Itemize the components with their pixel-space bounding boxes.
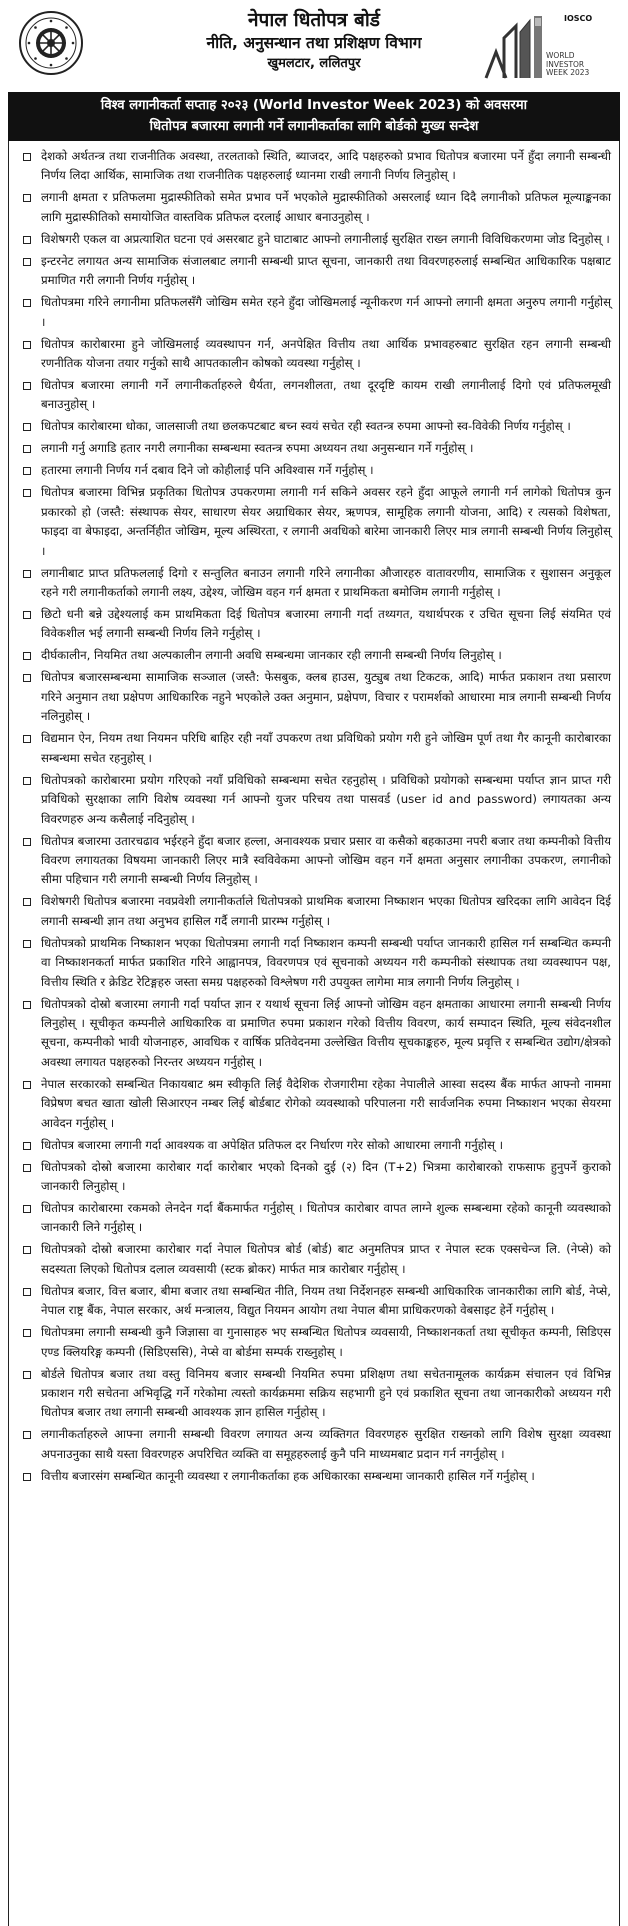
list-item: [17, 1240, 611, 1279]
message-text: धितोपत्र कारोबारमा हुने जोखिमलाई व्यवस्थापन गर्न, अनपेक्षित वित्तीय तथा आर्थिक प्रभावहरुबाट सुरक्षित रहन लगानी सम्बन्धी रणनीतिक योजना तयार गर्नुको साथै आपतकालीन कोषको व्यवस्था गर्नुहोस् ।: [41, 336, 611, 371]
message-text: धितोपत्र बजारमा लगानी गर्दा आवश्यक वा अपेक्षित प्रतिफल दर निर्धारण गरेर सोको आधारमा लगानी गर्नुहोस् ।: [41, 1137, 503, 1152]
list-item: [17, 832, 611, 890]
message-text: देशको अर्थतन्त्र तथा राजनीतिक अवस्था, तरलताको स्थिति, ब्याजदर, आदि पक्षहरुको प्रभाव धितोपत्र बजारमा पर्ने हुँदा लगानी सम्बन्धी निर्णय लिदा आर्थिक, सामाजिक तथा राजनीतिक पक्षहरुलाई ध्यानमा राखी लगानी निर्णय लिनुहोस् ।: [41, 149, 611, 183]
list-item: [17, 995, 611, 1073]
square-bullet-icon: [23, 153, 31, 161]
campaign-line-3: WEEK 2023: [546, 68, 590, 77]
square-bullet-icon: [23, 1205, 31, 1213]
message-text: लगानीकर्ताहरुले आफ्ना लगानी सम्बन्धी विवरण लगायत अन्य व्यक्तिगत विवरणहरु सुरक्षित राख्नको लागि विशेष सुरक्षा व्यवस्था अपनाउनुका साथै यस्ता विवरणहरु अपरिचित व्यक्ति वा समूहहरुलाई कुनै पनि माध्यमबाट प्रदान गर्न नगर्नुहोस् ।: [41, 1427, 611, 1461]
message-text: धितोपत्रमा लगानी सम्बन्धी कुनै जिज्ञासा वा गुनासाहरु भए सम्बन्धित धितोपत्र व्यवसायी, निष्काशनकर्ता तथा सूचीकृत कम्पनी, सिडिएस एण्ड क्लियरिङ्ग कम्पनी (सिडिएससि), नेप्से वा बोर्डमा सम्पर्क राख्नुहोस् ।: [41, 1325, 611, 1359]
message-text: विशेषगरी एकल वा अप्रत्याशित घटना एवं असरबाट हुने घाटाबाट आफ्नो लगानीलाई सुरक्षित राख्न लगानी विविधिकरणमा जोड दिनुहोस् ।: [41, 231, 610, 246]
square-bullet-icon: [23, 611, 31, 619]
message-text: लगानीबाट प्राप्त प्रतिफललाई दिगो र सन्तुलित बनाउन लगानी गरिने लगानीका औजारहरु वातावरणीय, सामाजिक र सुशासन अनुकूल रहने गरी लगानीकर्ताको लगानी लक्ष्य, उद्देश्य, जोखिम वहन गर्न क्षमता र प्राथमिकता बमोजिम लगानी गर्नुहोस् ।: [41, 565, 611, 600]
message-text: छिटो धनी बन्ने उद्देश्यलाई कम प्राथमिकता दिई धितोपत्र बजारमा लगानी गर्दा तथ्यगत, यथार्थपरक र उचित सूचना लिई संयमित एवं विवेकशील भई लगानी सम्बन्धी निर्णय लिने गर्नुहोस् ।: [41, 607, 611, 641]
list-item: [17, 147, 611, 186]
iosco-label: IOSCO: [564, 14, 593, 23]
square-bullet-icon: [23, 1142, 31, 1150]
org-name: नेपाल धितोपत्र बोर्ड: [248, 9, 380, 31]
list-item: [17, 376, 611, 415]
list-item: [17, 1075, 611, 1133]
list-item: [17, 417, 611, 436]
list-item: [17, 934, 611, 992]
message-text: दीर्घकालीन, नियमित तथा अल्पकालीन लगानी अवधि सम्बन्धमा जानकार रही लगानी सम्बन्धी निर्णय लिनुहोस् ।: [41, 648, 502, 663]
square-bullet-icon: [23, 838, 31, 846]
square-bullet-icon: [23, 423, 31, 431]
message-text: धितोपत्र बजारमा लगानी गर्ने लगानीकर्ताहरुले धैर्यता, लगनशीलता, तथा दूरदृष्टि कायम राखी लगानीलाई दिगो एवं प्रतिफलमूखी बनाउनुहोस् ।: [41, 378, 611, 412]
message-text: धितोपत्र कारोबारमा धोका, जालसाजी तथा छलकपटबाट बच्न स्वयं सचेत रही स्वतन्त्र रुपमा आफ्नो स्व-विवेकी निर्णय गर्नुहोस् ।: [41, 419, 571, 434]
list-item: [17, 1199, 611, 1238]
square-bullet-icon: [23, 674, 31, 682]
message-text: धितोपत्र कारोबारमा रकमको लेनदेन गर्दा बैंकमार्फत गर्नुहोस् । धितोपत्र कारोबार वापत लाग्ने शुल्क सम्बन्धमा रहेको कानूनी व्यवस्थाको जानकारी लिने गर्नुहोस् ।: [41, 1200, 611, 1235]
message-text: धितोपत्रको दोस्रो बजारमा कारोबार गर्दा नेपाल धितोपत्र बोर्ड (बोर्ड) बाट अनुमतिपत्र प्राप्त र नेपाल स्टक एक्सचेन्ज लि. (नेप्से) को सदस्यता लिएको धितोपत्र दलाल व्यवसायी (स्टक ब्रोकर) मार्फत मात्र कारोबार गर्नुहोस् ।: [41, 1242, 611, 1276]
message-text: हतारमा लगानी निर्णय गर्न दबाव दिने जो कोहीलाई पनि अविश्वास गर्ने गर्नुहोस् ।: [41, 463, 374, 478]
list-item: [17, 729, 611, 768]
square-bullet-icon: [23, 445, 31, 453]
square-bullet-icon: [23, 1081, 31, 1089]
message-text: धितोपत्र बजारसम्बन्धमा सामाजिक सञ्जाल (जस्तै: फेसबुक, क्लब हाउस, युट्युब तथा टिकटक, आदि) मार्फत प्रकाशन तथा प्रसारण गरिने अनुमान तथा प्रक्षेपण आधिकारिक नहुने भएकोले उक्त अनुमान, प्रक्षेपण, विचार र परामर्शको आधारमा मात्र लगानी सम्बन्धी निर्णय नलिनुहोस् ।: [41, 670, 611, 724]
square-bullet-icon: [23, 1431, 31, 1439]
list-item: [17, 1425, 611, 1464]
square-bullet-icon: [23, 652, 31, 660]
message-text: विद्यमान ऐन, नियम तथा नियमन परिधि बाहिर रही नयाँ उपकरण तथा प्रविधिको प्रयोग गरी हुने जोखिम पूर्ण तथा गैर कानूनी कारोबारका सम्बन्धमा सचेत रहनुहोस् ।: [41, 731, 611, 765]
message-text: नेपाल सरकारको सम्बन्धित निकायबाट श्रम स्वीकृति लिई वैदेशिक रोजगारीमा रहेका नेपालीले आस्वा सदस्य बैंक मार्फत आफ्नो नाममा विप्रेषण बचत खाता खोली सिआरएन नम्बर लिई बोर्डबाट रोगेको व्यवस्थाको परिपालना गरी सार्वजनिक रुपमा निष्काशन भएका सेयरमा आवेदन गर्नुहोस् ।: [41, 1076, 611, 1130]
list-item: [17, 1467, 611, 1486]
square-bullet-icon: [23, 1371, 31, 1379]
square-bullet-icon: [23, 382, 31, 390]
department-name: नीति, अनुसन्धान तथा प्रशिक्षण विभाग: [206, 34, 422, 52]
list-item: [17, 1323, 611, 1362]
list-item: [17, 439, 611, 458]
square-bullet-icon: [23, 735, 31, 743]
title-line-1: विश्व लगानीकर्ता सप्ताह २०२३ (World Investor Week 2023) को अवसरमा: [100, 98, 528, 113]
campaign-logo-text: [546, 52, 589, 78]
list-item: [17, 668, 611, 726]
square-bullet-icon: [23, 258, 31, 266]
message-text: धितोपत्रमा गरिने लगानीमा प्रतिफलसँगै जोखिम समेत रहने हुँदा जोखिमलाई न्यूनीकरण गर्न आफ्नो लगानी क्षमता अनुरुप लगानी गर्नुहोस् ।: [41, 295, 611, 329]
list-item: [17, 646, 611, 665]
list-item: [17, 1158, 611, 1197]
list-item: [17, 293, 611, 332]
campaign-line-1: WORLD: [546, 51, 575, 60]
message-text: धितोपत्रको कारोबारमा प्रयोग गरिएको नयाँ प्रविधिको सम्बन्धमा सचेत रहनुहोस् । प्रविधिको प्रयोगको सम्बन्धमा पर्याप्त ज्ञान प्राप्त गरी प्रविधिको सुरक्षाका लागि विशेष व्यवस्था गर्न आफ्नो युजर परिचय तथा पासवर्ड (user id and password) लगायतका अन्य विवरणहरु अन्य कसैलाई नदिनुहोस् ।: [41, 772, 611, 826]
list-item: [17, 335, 611, 374]
list-item: [17, 892, 611, 931]
square-bullet-icon: [23, 489, 31, 497]
list-item: [17, 605, 611, 644]
message-text: धितोपत्र बजार, वित्त बजार, बीमा बजार तथा सम्बन्धित नीति, नियम तथा निर्देशनहरु सम्बन्धी आधिकारिक जानकारीका लागि बोर्ड, नेप्से, नेपाल राष्ट्र बैंक, नेपाल सरकार, अर्थ मन्त्रालय, विद्युत नियमन आयोग तथा नेपाल बीमा प्राधिकरणको वेबसाइट हेर्ने गर्नुहोस् ।: [41, 1283, 611, 1318]
message-text: धितोपत्र बजारमा विभिन्न प्रकृतिका धितोपत्र उपकरणमा लगानी गर्न सकिने अवसर रहने हुँदा आफूले लगानी गर्न लागेको धितोपत्र कुन प्रकारको हो (जस्तै: संस्थापक सेयर, साधारण सेयर अग्राधिकार सेयर, ऋणपत्र, सामूहिक लगानी योजना, आदि) र त्यसको विशेषता, फाइदा वा बेफाइदा, अन्तर्निहीत जोखिम, मूल्य अस्थिरता, र लगानी अवधिको बारेमा जानकारी लिएर मात्र लगानी सम्बन्धी निर्णय लिनुहोस् ।: [41, 485, 611, 558]
message-text: धितोपत्रको प्राथमिक निष्काशन भएका धितोपत्रमा लगानी गर्दा निष्काशन कम्पनी सम्बन्धी पर्याप्त जानकारी हासिल गर्न सम्बन्धित कम्पनी वा निष्काशनकर्ता मार्फत प्रकाशित गरिने आह्वानपत्र, विवरणपत्र एवं सूचनाको अध्ययन गरी कम्पनीको संस्थापक तथा व्यवस्थापन पक्ष, वित्तीय स्थिति र क्रेडिट रेटिङ्गहरु जस्ता समग्र पक्षहरुको विश्लेषण गरी उपयुक्त लागेमा मात्र लगानी निर्णय लिनुहोस् ।: [41, 935, 611, 989]
message-text: धितोपत्र बजारमा उतारचढाव भईरहने हुँदा बजार हल्ला, अनावश्यक प्रचार प्रसार वा कसैको बहकाउमा नपरी बजार तथा कम्पनीको वित्तीय विवरण लगायतका विषयमा जानकारी लिएर मात्रै स्वविवेकमा आफ्नो जोखिम वहन गर्ने क्षमता अनुसार लगानीका उपकरण, लगानीको सीमा पहिचान गरी लगानी सम्बन्धी निर्णय लिनुहोस् ।: [41, 833, 611, 887]
list-item: [17, 252, 611, 291]
message-text: विशेषगरी धितोपत्र बजारमा नवप्रवेशी लगानीकर्ताले धितोपत्रको प्राथमिक बजारमा निष्काशन भएका धितोपत्र खरिदका लागि आवेदन दिई लगानी सम्बन्धी ज्ञान तथा अनुभव हासिल गर्दै लगानी प्रारम्भ गर्नुहोस् ।: [41, 894, 611, 928]
square-bullet-icon: [23, 1001, 31, 1009]
list-item: [17, 188, 611, 227]
campaign-line-2: INVESTOR: [546, 59, 585, 69]
square-bullet-icon: [23, 299, 31, 307]
list-item: [17, 1136, 611, 1155]
square-bullet-icon: [23, 570, 31, 578]
message-text: वित्तीय बजारसंग सम्बन्धित कानूनी व्यवस्था र लगानीकर्ताका हक अधिकारका सम्बन्धमा जानकारी हासिल गर्ने गर्नुहोस् ।: [41, 1468, 535, 1483]
title-line-2: धितोपत्र बजारमा लगानी गर्ने लगानीकर्ताका लागि बोर्डको मुख्य सन्देश: [149, 119, 479, 134]
world-investor-week-logo-icon: [482, 8, 614, 84]
org-address: खुमलटार, ललितपुर: [267, 56, 361, 71]
square-bullet-icon: [23, 1164, 31, 1172]
list-item: [17, 483, 611, 561]
letterhead: [8, 6, 620, 90]
square-bullet-icon: [23, 467, 31, 475]
list-item: [17, 1365, 611, 1423]
list-item: [17, 1282, 611, 1321]
square-bullet-icon: [23, 898, 31, 906]
square-bullet-icon: [23, 341, 31, 349]
square-bullet-icon: [23, 1329, 31, 1337]
message-text: लगानी क्षमता र प्रतिफलमा मुद्रास्फीतिको समेत प्रभाव पर्ने भएकोले मुद्रास्फीतिको असरलाई ध्यान दिदै लगानीको प्रतिफल मूल्याङ्कनका लागि मुद्रास्फीतिको समायोजित वास्तविक प्रतिफल दरलाई आधार बनाउनुहोस् ।: [41, 190, 611, 224]
list-item: [17, 461, 611, 480]
notice-title-banner: [8, 92, 620, 141]
square-bullet-icon: [23, 1288, 31, 1296]
message-text: इन्टरनेट लगायत अन्य सामाजिक संजालबाट लगानी सम्बन्धी प्राप्त सूचना, जानकारी तथा विवरणहरुलाई सम्बन्धित आधिकारिक पक्षबाट प्रमाणित गरी लगानी निर्णय गर्नुहोस् ।: [41, 253, 611, 288]
message-body: [8, 141, 620, 1926]
message-text: बोर्डले धितोपत्र बजार तथा वस्तु विनिमय बजार सम्बन्धी नियमित रुपमा प्रशिक्षण तथा सचेतनामूलक कार्यक्रम संचालन एवं विभिन्न प्रकाशन गरी सचेतना अभिवृद्धि गर्ने गरेकोमा त्यस्तो कार्यक्रममा सक्रिय सहभागी हुने एवं प्रकाशित सूचना तथा जानकारीको अध्ययन गरी धितोपत्र बजार तथा लगानी सम्बन्धी आवश्यक ज्ञान हासिल गर्नुहोस् ।: [41, 1366, 611, 1420]
message-text: लगानी गर्नु अगाडि हतार नगरी लगानीका सम्बन्धमा स्वतन्त्र रुपमा अध्ययन तथा अनुसन्धान गर्ने गर्नुहोस् ।: [41, 441, 474, 456]
message-list: [17, 147, 611, 1486]
square-bullet-icon: [23, 194, 31, 202]
list-item: [17, 230, 611, 249]
square-bullet-icon: [23, 1473, 31, 1481]
square-bullet-icon: [23, 777, 31, 785]
square-bullet-icon: [23, 236, 31, 244]
list-item: [17, 771, 611, 829]
message-text: धितोपत्रको दोस्रो बजारमा कारोबार गर्दा कारोबार भएको दिनको दुई (२) दिन (T+2) भित्रमा कारोबारको राफसाफ हुनुपर्ने कुराको जानकारी लिनुहोस् ।: [41, 1159, 611, 1193]
list-item: [17, 564, 611, 603]
square-bullet-icon: [23, 1246, 31, 1254]
message-text: धितोपत्रको दोस्रो बजारमा लगानी गर्दा पर्याप्त ज्ञान र यथार्थ सूचना लिई आफ्नो जोखिम वहन क्षमताका आधारमा लगानी सम्बन्धी निर्णय लिनुहोस् । सूचीकृत कम्पनीले आधिकारिक वा प्रमाणित रुपमा प्रकाशन गरेको वित्तीय विवरण, कार्य सम्पादन स्थिति, मूल्य संवेदनशील सूचना, कम्पनीको भावी योजनाहरु, आवधिक र वार्षिक प्रतिवेदनमा उल्लेखित वित्तीय सूचकाङ्कहरु, मूल्य प्रवृत्ति र सम्बन्धित उद्योग/क्षेत्रको अवस्था लगायत पक्षहरुको निरन्तर अध्ययन गर्नुहोस् ।: [41, 996, 611, 1069]
square-bullet-icon: [23, 940, 31, 948]
